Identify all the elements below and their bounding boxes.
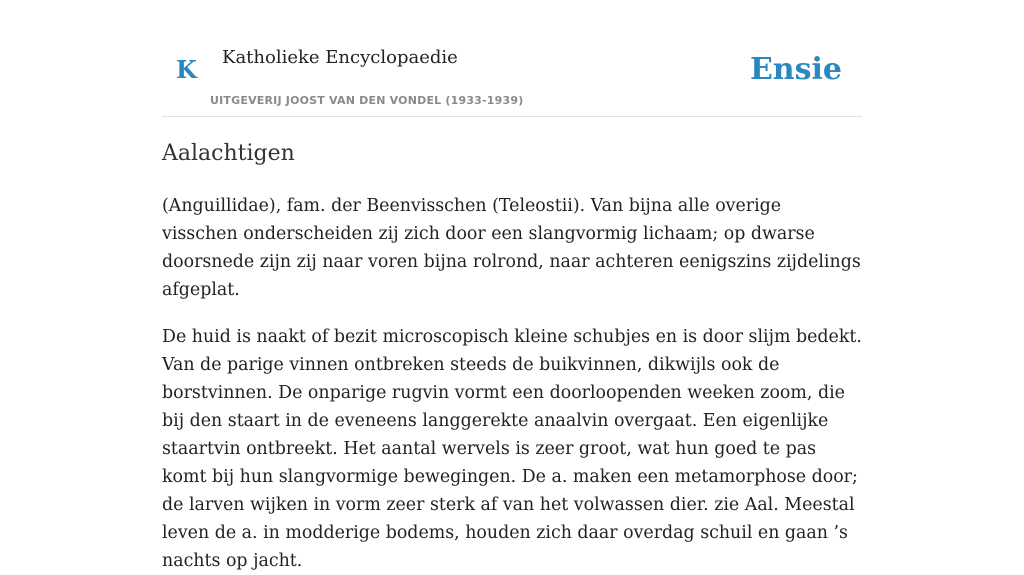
article-paragraph: (Anguillidae), fam. der Beenvisschen (Teleostii). Van bijna alle overige visschen onderscheiden zij zich door een slangvormig lichaam; op dwarse doorsnede zijn zij naar voren bijna rolrond, naar achteren eenigszins zijdelings afgeplat. xyxy=(162,196,861,300)
article-paragraph: De huid is naakt of bezit microscopisch kleine schubjes en is door slijm bedekt. Van de parige vinnen ontbreken steeds de buikvinnen, dikwijls ook de borstvinnen. De onparige rugvin vormt een doorloopenden weeken zoom, die bij den staart in de eveneens langgerekte anaalvin overgaat. Een eigenlijke staartvin ontbreekt. Het aantal wervels is zeer groot, wat hun goed te pas komt bij hun slangvormige bewegingen. De a. maken een metamorphose door; de larven wijken in vorm zeer sterk af van het volwassen dier. zie Aal. Meestal leven de a. in modderige bodems, houden zich daar overdag schuil en gaan ’s nachts op jacht. xyxy=(162,327,862,571)
article xyxy=(162,136,862,575)
logo-k-icon[interactable]: K xyxy=(176,55,197,84)
ensie-brand-logo[interactable]: Ensie xyxy=(749,52,842,87)
site-header xyxy=(162,0,862,117)
article-title: Aalachtigen xyxy=(162,141,295,166)
publisher-subtitle: UITGEVERIJ JOOST VAN DEN VONDEL (1933-1939) xyxy=(210,94,524,107)
encyclopedia-title-link[interactable]: Katholieke Encyclopaedie xyxy=(222,47,458,68)
